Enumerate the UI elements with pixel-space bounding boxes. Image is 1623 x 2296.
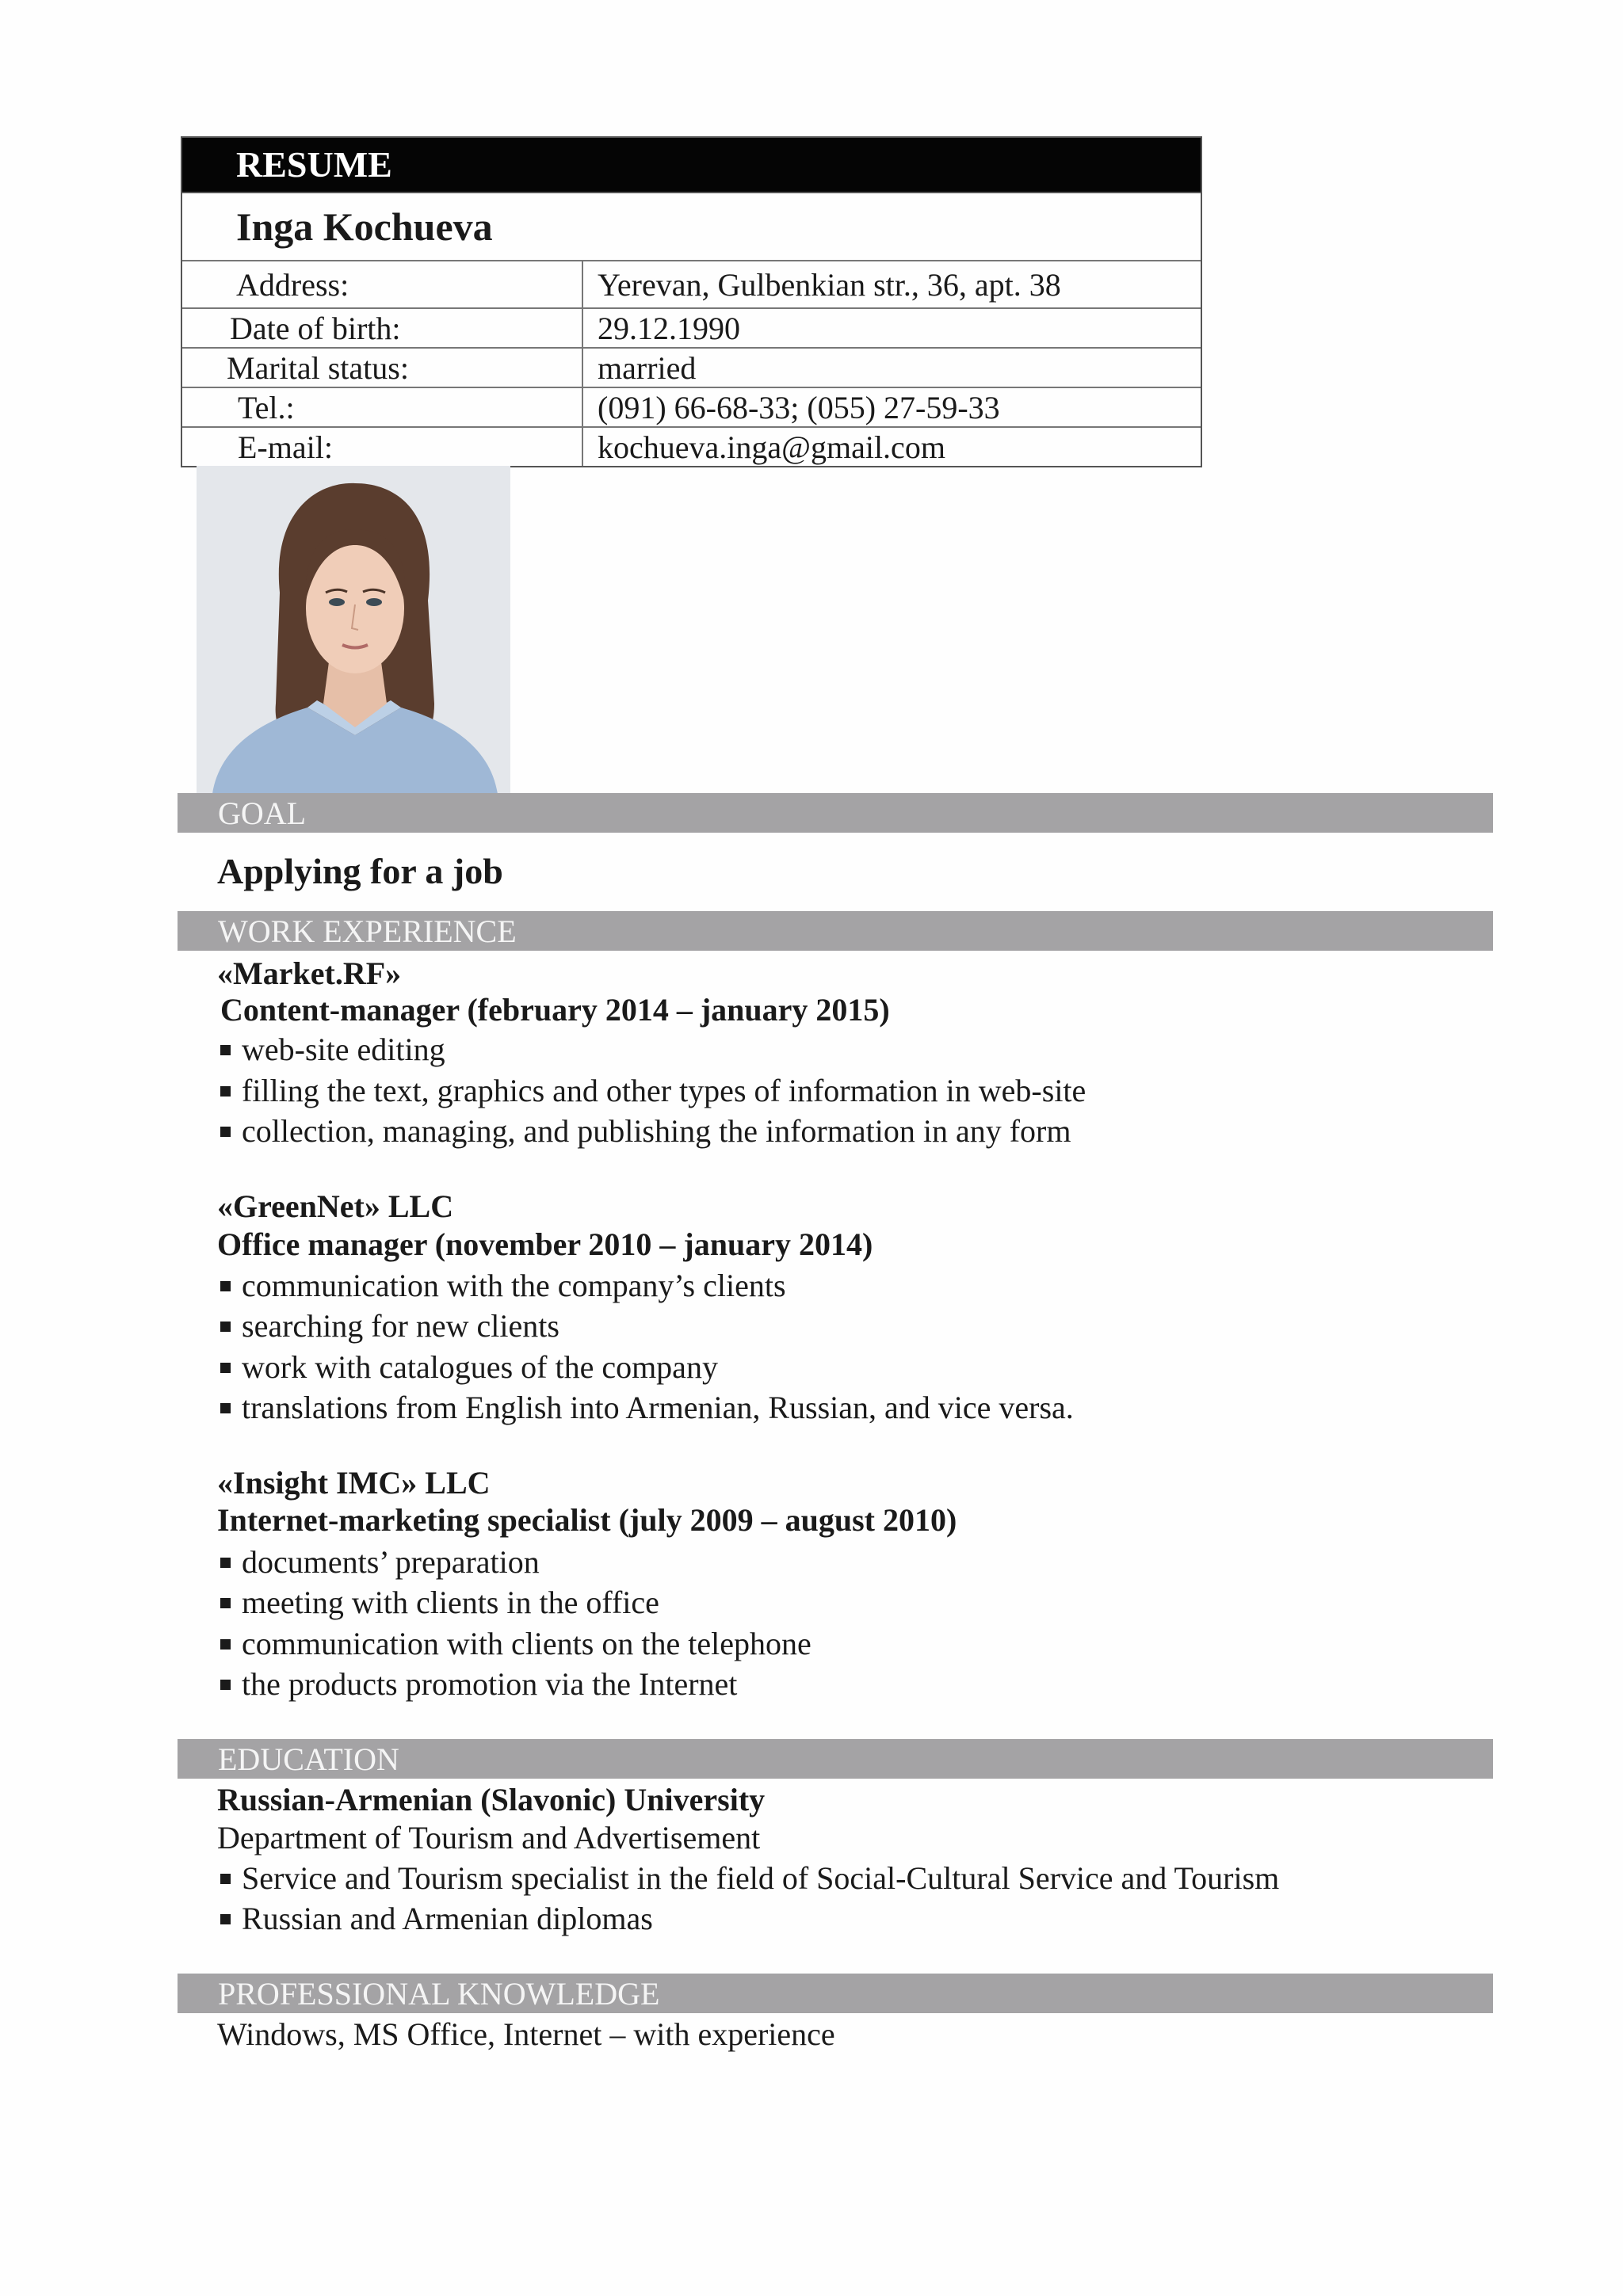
bullet-icon	[220, 1086, 231, 1097]
job-position: Office manager (november 2010 – january 2014)	[217, 1226, 873, 1262]
resume-title: RESUME	[182, 138, 1201, 192]
bullet-icon	[220, 1322, 231, 1332]
job-company: «Market.RF»	[217, 955, 402, 991]
info-row-email	[182, 426, 1201, 466]
job-company: «GreenNet» LLC	[217, 1188, 454, 1224]
list-item: translations from English into Armenian, Russian, and vice versa.	[220, 1387, 1074, 1428]
bullet-icon	[220, 1680, 231, 1690]
profile-photo	[197, 466, 510, 794]
bullet-icon	[220, 1281, 231, 1291]
department-name: Department of Tourism and Advertisement	[217, 1820, 761, 1855]
goal-text: Applying for a job	[217, 851, 503, 891]
info-value: kochueva.inga@gmail.com	[598, 429, 945, 465]
section-bar-work-experience: WORK EXPERIENCE	[178, 911, 1493, 951]
list-item: Service and Tourism specialist in the field of Social-Cultural Service and Tourism	[220, 1858, 1279, 1899]
list-item: communication with the company’s clients	[220, 1265, 786, 1306]
bullet-icon	[220, 1558, 231, 1568]
bullet-icon	[220, 1914, 231, 1924]
university-name: Russian-Armenian (Slavonic) University	[217, 1782, 766, 1817]
knowledge-text: Windows, MS Office, Internet – with experience	[217, 2016, 835, 2052]
section-bar-goal: GOAL	[178, 793, 1493, 833]
list-item: meeting with clients in the office	[220, 1582, 659, 1623]
bullet-icon	[220, 1874, 231, 1884]
section-bar-education: EDUCATION	[178, 1739, 1493, 1779]
bullet-icon	[220, 1403, 231, 1413]
info-value: married	[598, 350, 697, 386]
bullet-icon	[220, 1045, 231, 1055]
list-item: communication with clients on the telephone	[220, 1623, 812, 1665]
list-item: searching for new clients	[220, 1306, 559, 1347]
personal-info-table	[181, 136, 1202, 467]
list-item: work with catalogues of the company	[220, 1347, 718, 1388]
list-item: documents’ preparation	[220, 1542, 540, 1583]
job-company: «Insight IMC» LLC	[217, 1465, 491, 1501]
section-bar-professional-knowledge: PROFESSIONAL KNOWLEDGE	[178, 1974, 1493, 2013]
bullet-icon	[220, 1127, 231, 1137]
list-item: the products promotion via the Internet	[220, 1664, 737, 1705]
info-row-address	[182, 260, 1201, 307]
list-item: Russian and Armenian diplomas	[220, 1898, 653, 1939]
candidate-name: Inga Kochueva	[182, 192, 1201, 260]
list-item: filling the text, graphics and other types of information in web-site	[220, 1070, 1086, 1112]
info-label: Tel.:	[182, 388, 583, 426]
info-label: Address:	[182, 261, 583, 307]
info-label: Date of birth:	[182, 309, 583, 347]
info-value: 29.12.1990	[598, 311, 740, 346]
info-label: E-mail:	[182, 428, 583, 466]
info-label: Marital status:	[182, 349, 583, 387]
info-row-phone	[182, 387, 1201, 426]
bullet-icon	[220, 1639, 231, 1650]
bullet-icon	[220, 1598, 231, 1608]
list-item: web-site editing	[220, 1029, 445, 1070]
portrait-illustration	[197, 466, 510, 794]
job-position: Internet-marketing specialist (july 2009 – august 2010)	[217, 1502, 957, 1538]
list-item: collection, managing, and publishing the information in any form	[220, 1111, 1071, 1152]
info-row-birth	[182, 307, 1201, 347]
info-row-marital	[182, 347, 1201, 387]
job-position: Content-manager (february 2014 – january 2015)	[220, 992, 890, 1028]
bullet-icon	[220, 1363, 231, 1373]
info-value: (091) 66-68-33; (055) 27-59-33	[598, 390, 1000, 425]
info-value: Yerevan, Gulbenkian str., 36, apt. 38	[598, 267, 1061, 303]
